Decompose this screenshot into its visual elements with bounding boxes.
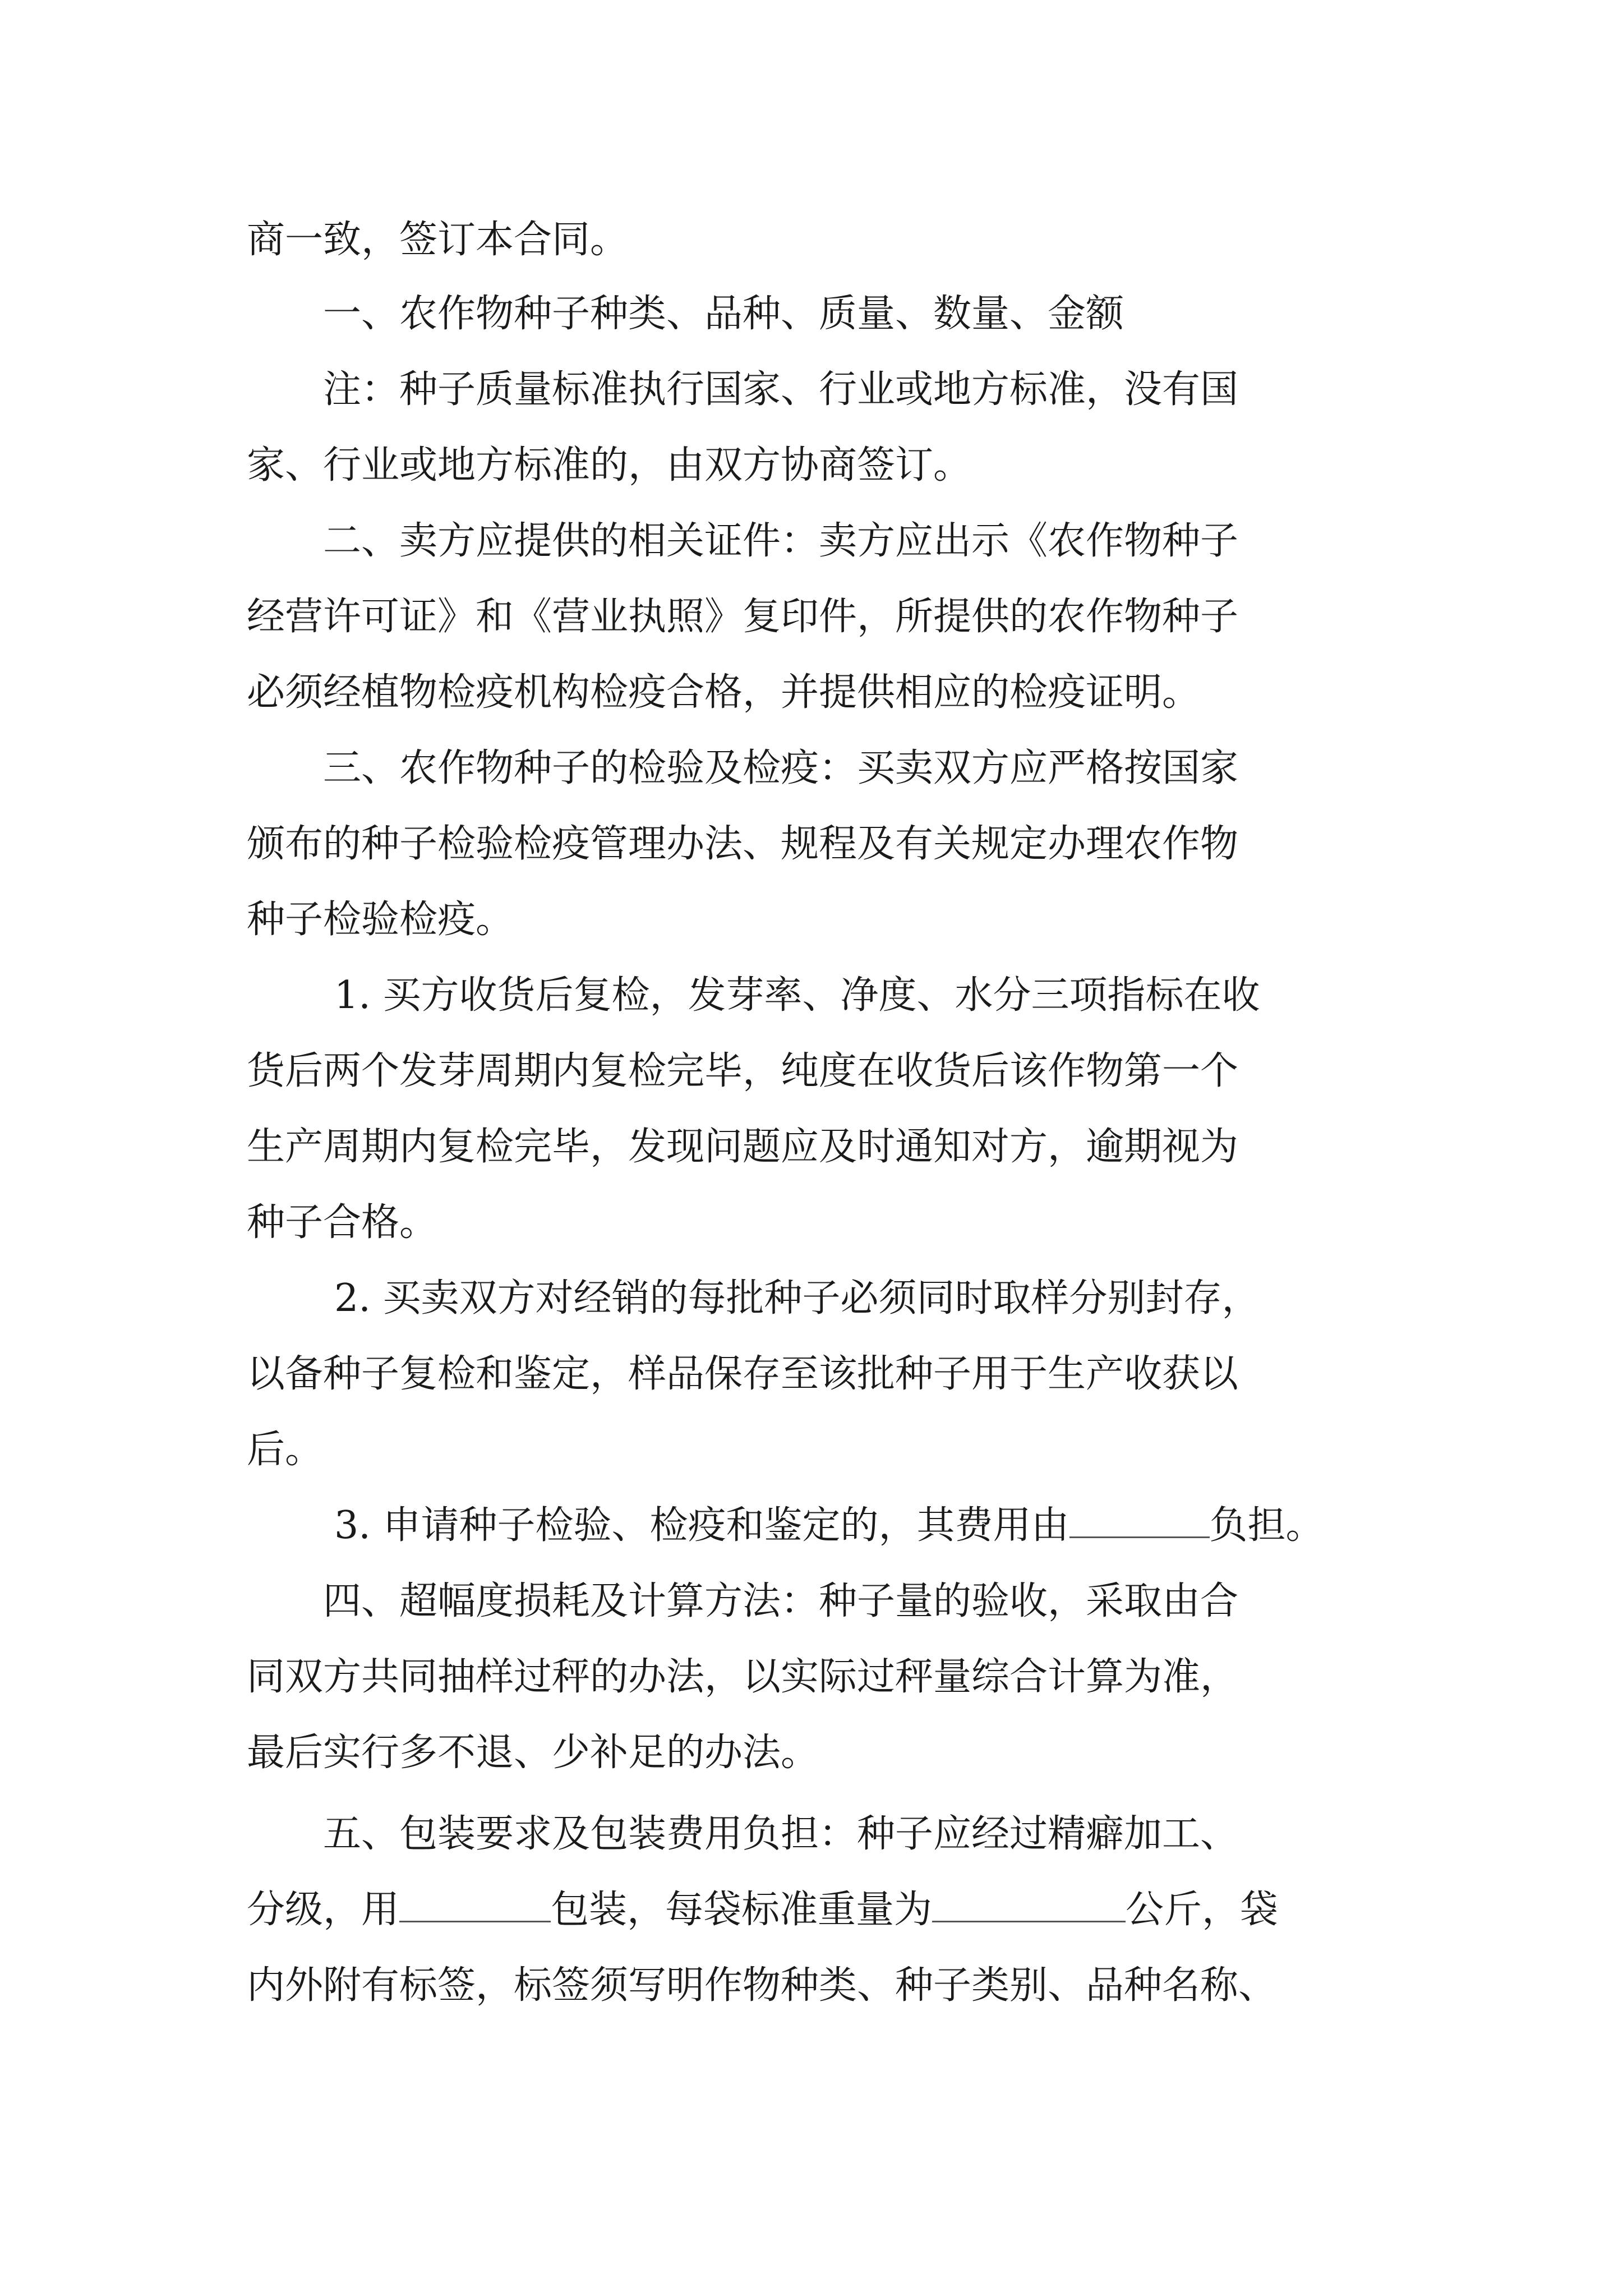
text-line: 同双方共同抽样过秤的办法，以实际过秤量综合计算为准， xyxy=(247,1655,1239,1699)
list-item-1: 1. 买方收货后复检，发芽率、净度、水分三项指标在收 xyxy=(334,973,1260,1018)
text-line: 必须经植物检疫机构检疫合格，并提供相应的检疫证明。 xyxy=(247,670,1201,715)
fill-in-blank xyxy=(1069,1502,1210,1538)
text-line: 商一致，签订本合同。 xyxy=(247,218,629,262)
section-heading-1: 一、农作物种子种类、品种、质量、数量、金额 xyxy=(323,292,1124,336)
text-line: 种子检验检疫。 xyxy=(247,898,514,942)
section-heading-3: 三、农作物种子的检验及检疫：买卖双方应严格按国家 xyxy=(323,746,1239,790)
list-item-3-text: 3. 申请种子检验、检疫和鉴定的，其费用由 xyxy=(334,1503,1069,1548)
packaging-text-1: 分级，用 xyxy=(247,1888,400,1932)
list-item-3-text-end: 负担。 xyxy=(1209,1503,1324,1548)
text-line: 以备种子复检和鉴定，样品保存至该批种子用于生产收获以 xyxy=(247,1352,1239,1396)
text-line: 经营许可证》和《营业执照》复印件，所提供的农作物种子 xyxy=(247,595,1239,639)
section-heading-5: 五、包装要求及包装费用负担：种子应经过精癖加工、 xyxy=(323,1812,1239,1856)
text-line: 最后实行多不退、少补足的办法。 xyxy=(247,1731,819,1775)
packaging-text-3: 公斤，袋 xyxy=(1126,1888,1279,1932)
list-item-2: 2. 买卖双方对经销的每批种子必须同时取样分别封存， xyxy=(334,1276,1260,1320)
text-line-packaging xyxy=(247,1882,1278,1938)
packaging-text-2: 包装，每袋标准重量为 xyxy=(551,1888,933,1932)
fill-in-blank xyxy=(399,1886,551,1922)
text-line: 后。 xyxy=(247,1428,324,1472)
text-line: 注：种子质量标准执行国家、行业或地方标准，没有国 xyxy=(323,367,1239,412)
text-line: 颁布的种子检验检疫管理办法、规程及有关规定办理农作物 xyxy=(247,822,1239,866)
list-item-3 xyxy=(334,1498,1324,1554)
text-line: 货后两个发芽周期内复检完毕，纯度在收货后该作物第一个 xyxy=(247,1049,1239,1093)
text-line: 家、行业或地方标准的，由双方协商签订。 xyxy=(247,443,972,487)
text-line: 内外附有标签，标签须写明作物种类、种子类别、品种名称、 xyxy=(247,1963,1277,2008)
section-heading-4: 四、超幅度损耗及计算方法：种子量的验收，采取由合 xyxy=(323,1579,1239,1623)
section-heading-2: 二、卖方应提供的相关证件：卖方应出示《农作物种子 xyxy=(323,519,1239,563)
text-line: 种子合格。 xyxy=(247,1200,438,1245)
fill-in-blank xyxy=(932,1886,1126,1922)
text-line: 生产周期内复检完毕，发现问题应及时通知对方，逾期视为 xyxy=(247,1125,1239,1169)
